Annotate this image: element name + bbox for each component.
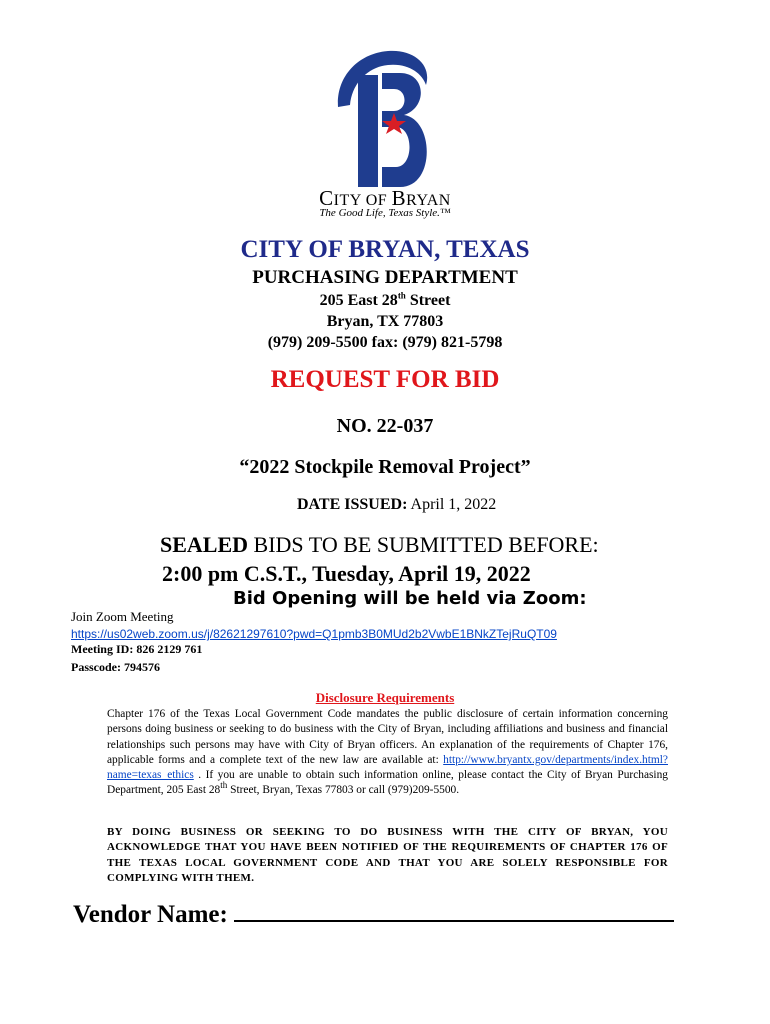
vendor-name-label: Vendor Name: — [73, 901, 228, 928]
address-street: 205 East 28th Street — [319, 290, 451, 309]
request-for-bid-heading: REQUEST FOR BID — [270, 366, 500, 393]
logo-tagline: The Good Life, Texas Style.™ — [319, 207, 451, 219]
logo-one-stem — [358, 75, 378, 187]
project-title: “2022 Stockpile Removal Project” — [239, 456, 531, 478]
sealed-bids-notice: SEALED BIDS TO BE SUBMITTED BEFORE: — [160, 532, 599, 557]
bid-deadline: 2:00 pm C.S.T., Tuesday, April 19, 2022 — [162, 561, 531, 586]
date-issued: DATE ISSUED: April 1, 2022 — [297, 496, 497, 513]
ethics-link[interactable]: http://www.bryantx.gov/departments/index.html?name=texas_ethics — [107, 753, 668, 782]
city-of-bryan-logo — [330, 45, 440, 195]
department-name: PURCHASING DEPARTMENT — [252, 267, 518, 288]
vendor-name-line[interactable] — [234, 898, 674, 922]
vendor-name-field[interactable] — [73, 898, 674, 929]
phone-fax: (979) 209-5500 fax: (979) 821-5798 — [267, 334, 503, 351]
zoom-meeting-id: Meeting ID: 826 2129 761 — [71, 642, 203, 656]
disclosure-title: Disclosure Requirements — [315, 690, 455, 705]
logo-wordmark: CITY OF BRYAN — [319, 186, 451, 210]
disclosure-body: Chapter 176 of the Texas Local Government Code mandates the public disclosure of certain information concerning persons doing business or seeking to do business with the City of Bryan, including affiliations and business and financial relationships such persons may have with City of Bryan officers. An explanation of the requirements of Chapter 176, applicable forms and a complete text of the new law are available at: http://www.bryantx.gov/departments/index.html?name=texas_ethics . If you are unable to obtain such information online, please contact the City of Bryan Purchasing Department, 205 East 28th Street, Bryan, Texas 77803 or call (979)209-5500. — [107, 708, 668, 797]
acknowledgement-notice: BY DOING BUSINESS OR SEEKING TO DO BUSINESS WITH THE CITY OF BRYAN, YOU ACKNOWLEDGE THAT YOU HAVE BEEN NOTIFIED OF THE REQUIREMENTS OF CHAPTER 176 OF THE TEXAS LOCAL GOVERNMENT CODE AND THAT YOU ARE SOLELY RESPONSIBLE FOR COMPLYING WITH THEM. — [107, 826, 668, 884]
address-city: Bryan, TX 77803 — [326, 313, 444, 330]
city-title: CITY OF BRYAN, TEXAS — [240, 236, 530, 263]
zoom-join-label: Join Zoom Meeting — [71, 609, 174, 624]
bid-number: NO. 22-037 — [336, 415, 434, 437]
bid-opening-notice: Bid Opening will be held via Zoom: — [233, 588, 587, 609]
zoom-meeting-link[interactable]: https://us02web.zoom.us/j/82621297610?pwd=Q1pmb3B0MUd2b2VwbE1BNkZTejRuQT09 — [71, 627, 557, 641]
zoom-passcode: Passcode: 794576 — [71, 660, 160, 674]
